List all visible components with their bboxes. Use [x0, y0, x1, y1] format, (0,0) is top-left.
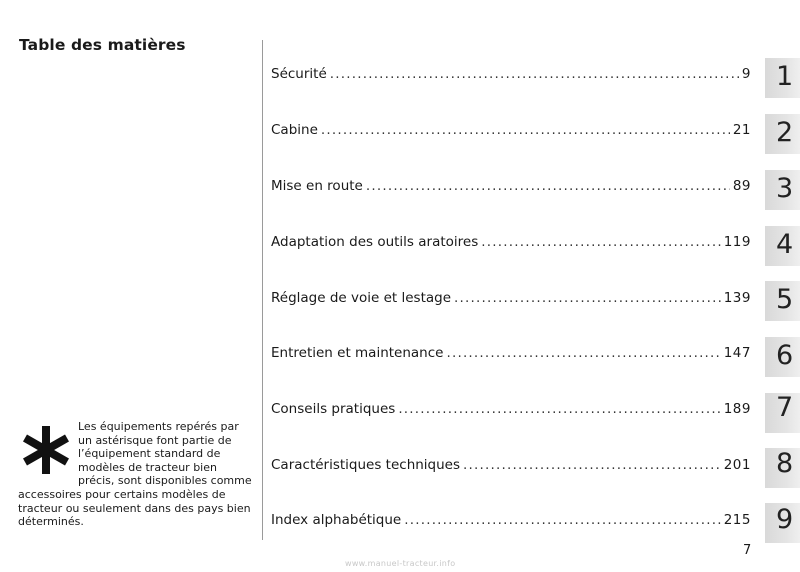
toc-entry-title: Sécurité	[271, 66, 327, 82]
toc-entry[interactable]	[271, 512, 751, 532]
chapter-tab-number: 9	[776, 504, 794, 535]
chapter-tab-number: 1	[776, 61, 794, 92]
chapter-tab-number: 8	[776, 448, 794, 479]
toc-entry-page: 21	[732, 122, 751, 138]
note-text: Les équipements repérés par un astérisque font partie de l’équipement standard de modèles de tracteur bien précis, sont disponibles comme accessoires pour certains modèles de tracteur ou seulement dans des pays bien déterminés.	[18, 420, 252, 529]
toc-entry[interactable]	[271, 290, 751, 310]
toc-entry-page: 89	[732, 178, 751, 194]
toc-entry[interactable]	[271, 234, 751, 254]
chapter-tab-number: 7	[776, 392, 794, 423]
toc-entry[interactable]	[271, 457, 751, 477]
dot-leader	[321, 122, 730, 138]
chapter-tab-number: 3	[776, 173, 794, 204]
dot-leader	[330, 66, 739, 82]
toc-entry-title: Conseils pratiques	[271, 401, 396, 417]
toc-entry[interactable]	[271, 122, 751, 142]
dot-leader	[366, 178, 730, 194]
toc-entry-page: 201	[723, 457, 751, 473]
toc-entry[interactable]	[271, 401, 751, 421]
chapter-tab-number: 4	[776, 229, 794, 260]
page-title: Table des matières	[19, 36, 186, 54]
dot-leader	[446, 345, 720, 361]
toc-entry[interactable]	[271, 66, 751, 86]
toc-entry-title: Entretien et maintenance	[271, 345, 444, 361]
dot-leader	[404, 512, 720, 528]
page-number: 7	[743, 543, 752, 558]
asterisk-icon	[18, 422, 74, 478]
toc-entry-page: 189	[723, 401, 751, 417]
toc-entry-page: 139	[723, 290, 751, 306]
toc-entry-title: Cabine	[271, 122, 318, 138]
dot-leader	[463, 457, 721, 473]
toc-entry-title: Réglage de voie et lestage	[271, 290, 452, 306]
chapter-tab-number: 6	[776, 340, 794, 371]
toc-entry-title: Index alphabétique	[271, 512, 402, 528]
toc-entry-title: Adaptation des outils aratoires	[271, 234, 479, 250]
toc-entry-page: 9	[741, 66, 751, 82]
dot-leader	[398, 401, 720, 417]
dot-leader	[454, 290, 721, 306]
toc-entry[interactable]	[271, 178, 751, 198]
toc-entry-page: 147	[723, 345, 751, 361]
chapter-tab-number: 2	[776, 117, 794, 148]
toc-entry-page: 119	[723, 234, 751, 250]
asterisk-note	[18, 420, 256, 529]
chapter-tab-number: 5	[776, 284, 794, 315]
toc-entry-page: 215	[723, 512, 751, 528]
toc-entry[interactable]	[271, 345, 751, 365]
dot-leader	[481, 234, 720, 250]
toc-entry-title: Mise en route	[271, 178, 363, 194]
toc-entry-title: Caractéristiques techniques	[271, 457, 461, 473]
vertical-divider	[262, 40, 263, 540]
watermark: www.manuel-tracteur.info	[345, 559, 456, 568]
